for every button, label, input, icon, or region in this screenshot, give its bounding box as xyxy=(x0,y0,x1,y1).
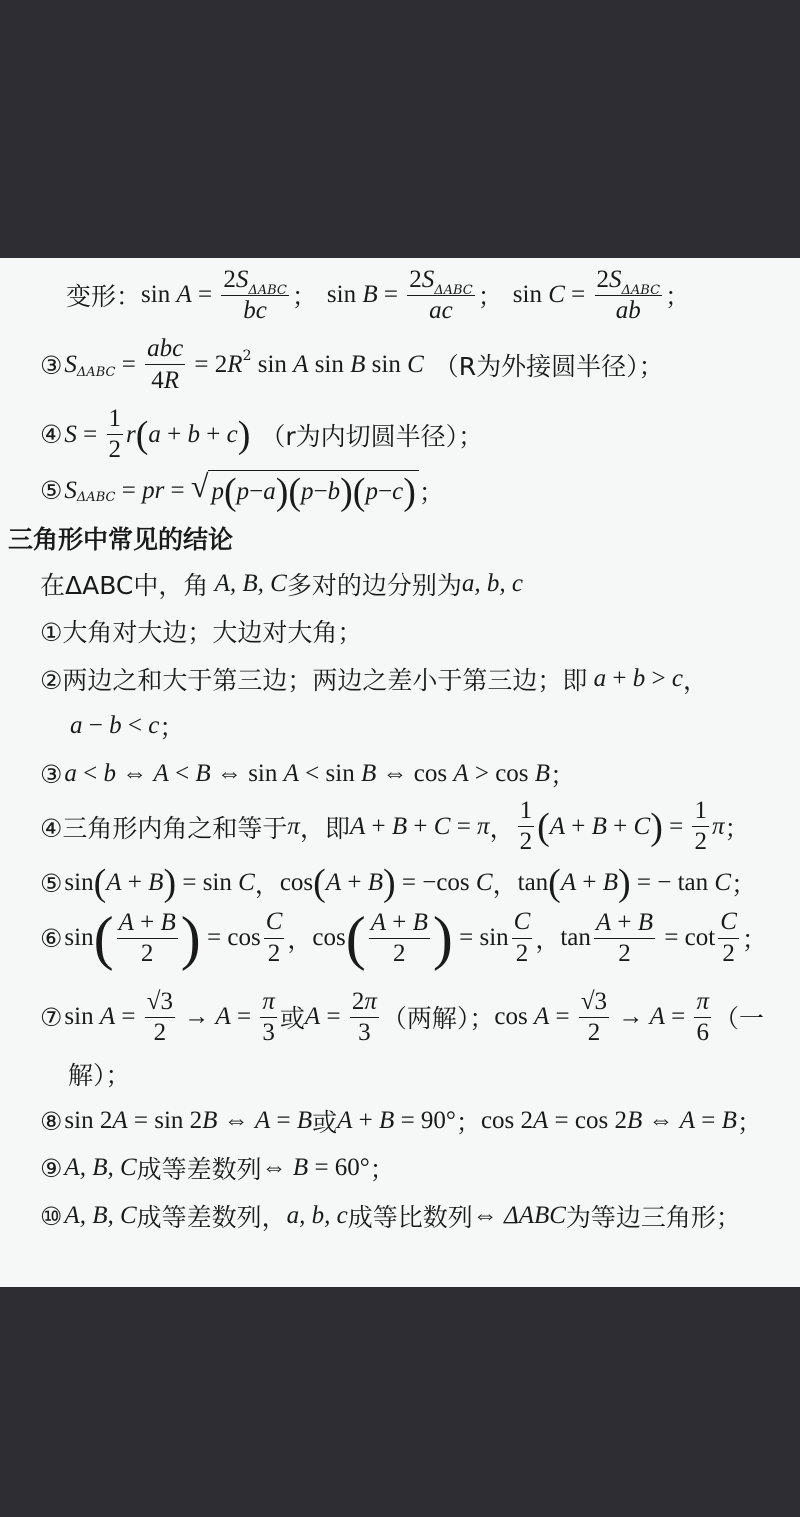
conclusion-6: ⑥ sin ( $\frac{A + B}{2}$ ) = cos $\frac{C}{2}$ ， cos ( $\frac{A + B}{2}$ ) = sin $\frac{C}{2}$ ， tan $\frac{A + B}{2}$ = cot $\frac{C}{2}$ ； xyxy=(40,905,767,971)
note-inradius: （r为内切圆半径）； xyxy=(260,421,484,451)
conclusion-4: ④三角形内角之和等于 π ，即 A + B + C = π ， $\frac{1}{2}$ ( A + B + C ) = $\frac{1}{2}$ π ； xyxy=(40,797,750,856)
formula-line-4: ④ S = $\frac{1}{2}$ r ( a + b + c ) （r为内切圆半径）； xyxy=(40,405,484,464)
conclusion-8: ⑧ sin 2 A = sin 2 B ⇔ A = B 或 A + B = 90° ； cos 2 A = cos 2 B ⇔ A = B ； xyxy=(40,1106,762,1137)
conclusion-9: ⑨ A, B, C 成等差数列 ⇔ B = 60° ； xyxy=(40,1153,395,1184)
section-heading: 三角形中常见的结论 xyxy=(8,525,234,554)
conclusion-3: ③ a < b ⇔ A < B ⇔ sin A < sin B ⇔ cos A > cos B ； xyxy=(40,759,576,790)
intro-line: 在ΔABC中，角 A, B, C 多对的边分别为 a, b, c xyxy=(40,570,523,600)
fraction: $\frac{2S_{\Delta ABC}}{ab}$ xyxy=(596,266,661,325)
label-transform: 变形： xyxy=(66,282,142,312)
fraction: $\frac{2S_{\Delta ABC}}{bc}$ xyxy=(223,266,287,325)
fraction: $\frac{2S_{\Delta ABC}}{ac}$ xyxy=(409,266,473,325)
note-circumradius: （R为外接圆半径）； xyxy=(433,352,664,382)
formula-line-transform: 变形： sin A = $\frac{2S_{\Delta ABC}}{bc}$ ； sin B = $\frac{2S_{\Delta ABC}}{ac}$ ； sin C = $\frac{2S_{\Delta ABC}}{ab}$ ； xyxy=(66,266,691,325)
conclusion-7-cont: 解）； xyxy=(68,1061,131,1090)
conclusion-2-cont: a − b < c ； xyxy=(70,712,185,742)
conclusion-2: ②两边之和大于第三边；两边之差小于第三边；即 a + b > c ， xyxy=(40,665,709,695)
formula-line-5: ⑤ S ΔABC = pr = √ p ( p − a )( p − b )( p − c ) ； xyxy=(40,468,444,513)
conclusion-7: ⑦ sin A = $\frac{√3}{2}$ → A = $\frac{\pi}{3}$ 或 A = $\frac{2\pi}{3}$ （两解）； cos A = $\frac{√3}{2}$ → A = $\frac{\pi}{6}$ （一 xyxy=(40,987,764,1047)
document-page xyxy=(0,258,800,1287)
formula-line-3: ③ S ΔABC = $\frac{\text{abc}}{4R}$ = 2 R 2 sin A sin B sin C （R为外接圆半径）； xyxy=(40,335,664,395)
conclusion-5: ⑤ sin ( A + B ) = sin C ， cos ( A + B ) = −cos C ， tan ( A + B ) = − tan C ； xyxy=(40,862,757,904)
conclusion-10: ⑩ A, B, C 成等差数列， a, b, c 成等比数列 ⇔ ΔABC 为等边三角形； xyxy=(40,1201,741,1232)
conclusion-1: ①大角对大边；大边对大角； xyxy=(40,618,363,647)
